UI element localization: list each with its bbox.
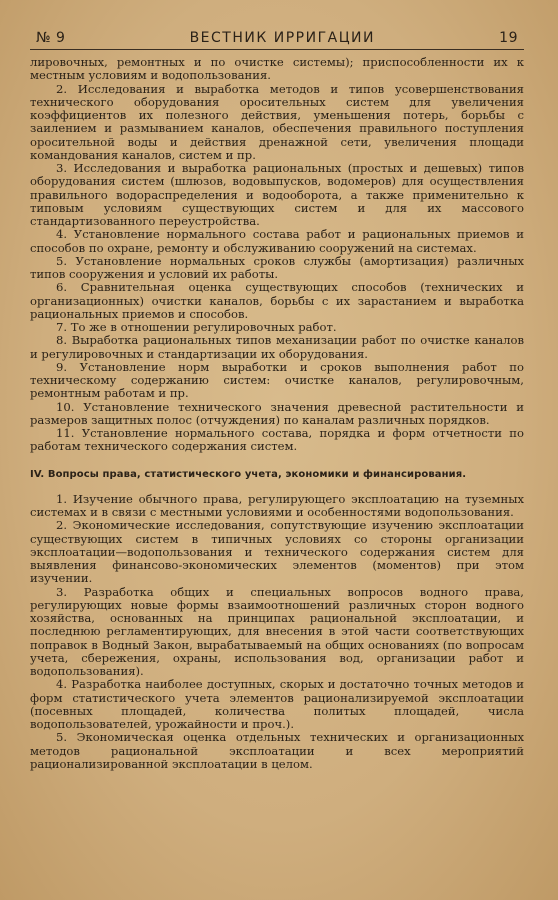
paragraph: 4. Разработка наиболее доступных, скорых и достаточно точных методов и форм статистического учета элементов рационализируемой эксплоатации (посевных площадей, количества политых площадей, числа водопользователей, урожайности и проч.).	[30, 677, 524, 731]
page-number: 19	[499, 30, 518, 46]
paragraph: 7. То же в отношении регулировочных работ.	[56, 320, 337, 334]
paragraph: 8. Выработка рациональных типов механизации работ по очистке каналов и регулировочных и стандартизации их оборудования.	[30, 333, 524, 361]
journal-title: ВЕСТНИК ИРРИГАЦИИ	[189, 30, 376, 46]
paragraph: 6. Сравнительная оценка существующих способов (технических и организационных) очистки каналов, борьбы с их зарастанием и выработка рациональных приемов и способов.	[30, 280, 524, 321]
paragraph: лировочных, ремонтных и по очистке системы); приспособленности их к местным условиям и водопользования.	[30, 55, 524, 83]
paragraph: 3. Исследования и выработка рациональных (простых и дешевых) типов оборудования систем (шлюзов, водовыпусков, водомеров) для осуществления правильного водораспределения и водооборота, а также применительно к типовым условиям существующих систем и для их массового стандартизованного переустройства.	[30, 161, 524, 228]
paragraph: 4. Установление нормального состава работ и рациональных приемов и способов по охране, ремонту и обслуживанию сооружений на системах.	[30, 227, 524, 255]
paragraph: 5. Экономическая оценка отдельных технических и организационных методов рациональной эксплоатации и всех мероприятий рационализированной эксплоатации в целом.	[30, 730, 524, 771]
paragraph: 9. Установление норм выработки и сроков выполнения работ по техническому содержанию систем: очистке каналов, регулировочным, ремонтным работам и пр.	[30, 359, 524, 401]
paragraph: 1. Изучение обычного права, регулирующего эксплоатацию на туземных системах и в связи с местными условиями и особенностями водопользования.	[30, 491, 524, 519]
page-header	[30, 30, 524, 50]
paragraph: 5. Установление нормальных сроков службы (амортизация) различных типов сооружения и условий их работы.	[30, 253, 524, 281]
section-heading: IV. Вопросы права, статистического учета, экономики и финансирования.	[30, 468, 467, 480]
article-body	[30, 50, 524, 771]
paragraph: 2. Экономические исследования, сопутствующие изучению эксплоатации существующих систем в типичных условиях со стороны организации эксплоатации—водопользования и технического содержания систем для выявления финансово-экономических элементов (моментов) при этом изучении.	[30, 518, 524, 586]
issue-number: № 9	[36, 30, 66, 46]
paragraph: 11. Установление нормального состава, порядка и форм отчетности по работам технического содержания систем.	[30, 426, 524, 454]
paragraph: 2. Исследования и выработка методов и типов усовершенствования технического оборудования оросительных систем для увеличения коэффициентов их полезного действия, уменьшения потерь, борьбы с заилением и размыванием каналов, обеспечения правильного поступления оросительной воды и действия дренажной сети, увеличения площади командования каналов, систем и пр.	[30, 81, 524, 162]
paragraph: 3. Разработка общих и специальных вопросов водного права, регулирующих новые формы взаимоотношений различных сторон водного хозяйства, основанных на принципах рациональной эксплоатации, и последнюю регламентирующих, для внесения в этой части соответствующих поправок в Водный Закон, вырабатываемый на общих основаниях (по вопросам учета, сбережения, охраны, использования вод, организации работ и водопользования).	[30, 584, 524, 678]
paragraph: 10. Установление технического значения древесной растительности и размеров защитных полос (отчуждения) по каналам различных порядков.	[30, 399, 524, 427]
